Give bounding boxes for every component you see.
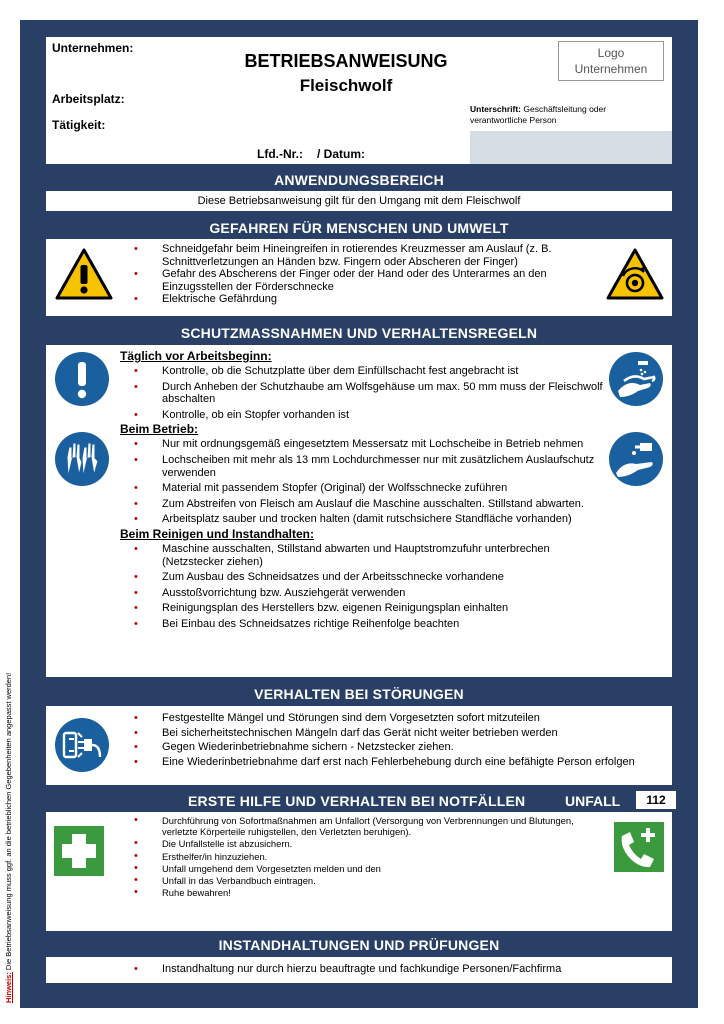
protection-text <box>120 349 604 631</box>
operating-instruction-frame <box>20 20 698 1008</box>
scope-panel <box>46 191 672 211</box>
signature-text: Geschäftsleitung oder verantwortliche Person <box>470 104 607 125</box>
logo-line-2: Unternehmen <box>574 62 648 76</box>
scope-text: Diese Betriebsanweisung gilt für den Umgang mit dem Fleischwolf <box>197 195 521 207</box>
malfunction-panel <box>46 706 672 785</box>
malfunction-heading: VERHALTEN BEI STÖRUNGEN <box>254 686 464 702</box>
first-aid-list <box>120 815 590 898</box>
hazards-list <box>120 243 598 306</box>
company-label: Unternehmen: <box>52 41 134 55</box>
operation-item: • Nur mit ordnungsgemäß eingesetztem Messersatz mit Lochscheibe in Betrieb nehmen <box>120 438 604 451</box>
cleaning-item: • Maschine ausschalten, Stillstand abwarten und Hauptstromzufuhr unterbrechen (Netzstecker ziehen) <box>120 543 604 568</box>
maintenance-heading: INSTANDHALTUNGEN UND PRÜFUNGEN <box>218 937 500 953</box>
first-aid-heading: ERSTE HILFE UND VERHALTEN BEI NOTFÄLLEN <box>188 793 526 809</box>
protective-gloves-icon <box>54 431 110 487</box>
daily-check-item: • Kontrolle, ob ein Stopfer vorhanden ist <box>120 409 604 422</box>
first-aid-item: • Durchführung von Sofortmaßnahmen am Unfallort (Versorgung von Verbrennungen und Blutungen, verletzte Körperteile ruhigstellen, den Verletzten beruhigen). <box>120 815 590 837</box>
operation-item: • Arbeitsplatz sauber und trocken halten (damit rutschsichere Standfläche vorhanden) <box>120 513 604 526</box>
first-aid-list-wrap <box>120 815 590 898</box>
maintenance-list <box>120 963 660 976</box>
first-aid-icon <box>54 826 104 876</box>
number-label: Lfd.-Nr.: <box>257 147 303 161</box>
first-aid-item: • Die Unfallstelle ist abzusichern. <box>120 838 590 849</box>
cleaning-heading: Beim Reinigen und Instandhalten: <box>120 526 315 541</box>
activity-label: Tätigkeit: <box>52 118 106 132</box>
general-warning-icon <box>55 248 113 300</box>
document-title: BETRIEBSANWEISUNG <box>244 51 448 71</box>
operation-item: • Zum Abstreifen von Fleisch am Auslauf die Maschine ausschalten. Stillstand abwarten. <box>120 498 604 511</box>
unplug-before-work-icon <box>54 717 110 773</box>
signature-label: Unterschrift: <box>470 104 522 114</box>
mandatory-action-icon <box>54 351 110 407</box>
daily-check-heading: Täglich vor Arbeitsbeginn: <box>120 349 272 363</box>
hazard-item: • Schneidgefahr beim Hineingreifen in rotierendes Kreuzmesser am Auslauf (z. B. Schnittverletzungen an Händen bzw. Fingern oder Abscheren der Finger) <box>120 243 598 268</box>
malfunction-list <box>120 712 640 768</box>
cleaning-item: • Ausstoßvorrichtung bzw. Ausziehgerät verwenden <box>120 587 604 600</box>
protection-panel <box>46 345 672 677</box>
malfunction-item: • Bei sicherheitstechnischen Mängeln darf das Gerät nicht weiter betrieben werden <box>120 727 640 740</box>
date-label: / Datum: <box>317 147 365 161</box>
emergency-phone-icon <box>614 822 664 872</box>
logo-line-1: Logo <box>597 46 625 60</box>
first-aid-item: • Ruhe bewahren! <box>120 887 590 898</box>
side-note-text: Die Betriebsanweisung muss ggf. an die betrieblichen Gegebenheiten angepasst werden! <box>4 672 13 971</box>
first-aid-item: • Unfall umgehend dem Vorgesetzten melden und den <box>120 863 590 874</box>
malfunction-item: • Gegen Wiederinbetriebnahme sichern - Netzstecker ziehen. <box>120 741 640 754</box>
daily-check-list <box>120 365 604 421</box>
rotating-parts-warning-icon <box>606 248 664 300</box>
malfunction-list-wrap <box>120 712 640 768</box>
malfunction-item: • Festgestellte Mängel und Störungen sind dem Vorgesetzten sofort mitzuteilen <box>120 712 640 725</box>
side-note-label: Hinweis: <box>4 972 13 1003</box>
operation-list <box>120 438 604 526</box>
daily-check-item: • Durch Anheben der Schutzhaube am Wolfsgehäuse um max. 50 mm muss der Fleischwolf abschalten <box>120 381 604 406</box>
cleaning-item: • Reinigungsplan des Herstellers bzw. eigenen Reinigungsplan einhalten <box>120 602 604 615</box>
first-aid-item: • Unfall in das Verbandbuch eintragen. <box>120 875 590 886</box>
daily-check-item: • Kontrolle, ob die Schutzplatte über dem Einfüllschacht fest angebracht ist <box>120 365 604 378</box>
maintenance-list-wrap <box>120 963 660 976</box>
first-aid-item: • Ersthelfer/in hinzuziehen. <box>120 851 590 862</box>
signature-field <box>470 131 672 164</box>
hand-protection-cream-icon <box>608 431 664 487</box>
signature-caption <box>470 104 630 126</box>
maintenance-item: • Instandhaltung nur durch hierzu beauftragte und fachkundige Personen/Fachfirma <box>120 963 660 976</box>
header-panel <box>46 37 672 164</box>
cleaning-item: • Zum Ausbau des Schneidsatzes und der Arbeitsschnecke vorhandene <box>120 571 604 584</box>
maintenance-panel <box>46 957 672 983</box>
protection-heading: SCHUTZMASSNAHMEN UND VERHALTENSREGELN <box>180 325 538 341</box>
operation-item: • Lochscheiben mit mehr als 13 mm Lochdurchmesser nur mit zusätzlichem Auslaufschutz verwenden <box>120 454 604 479</box>
accident-label: UNFALL <box>565 793 621 809</box>
operation-item: • Material mit passendem Stopfer (Original) der Wolfsschnecke zuführen <box>120 482 604 495</box>
workplace-label: Arbeitsplatz: <box>52 92 125 106</box>
hazards-panel <box>46 239 672 316</box>
cleaning-item: • Bei Einbau des Schneidsatzes richtige Reihenfolge beachten <box>120 618 604 631</box>
hazard-item: • Elektrische Gefährdung <box>120 293 598 306</box>
emergency-number-badge: 112 <box>636 791 676 809</box>
hazards-heading: GEFAHREN FÜR MENSCHEN UND UMWELT <box>209 220 509 236</box>
malfunction-item: • Eine Wiederinbetriebnahme darf erst nach Fehlerbehebung durch eine befähigte Person erfolgen <box>120 756 640 769</box>
scope-heading: ANWENDUNGSBEREICH <box>274 172 444 188</box>
document-subtitle: Fleischwolf <box>299 76 393 95</box>
side-note <box>3 583 15 1003</box>
hazard-item: • Gefahr des Abscherens der Finger oder der Hand oder des Unterarmes an den Einzugsstellen der Förderschnecke <box>120 268 598 293</box>
hazards-list-wrap <box>120 243 598 306</box>
operation-heading: Beim Betrieb: <box>120 422 199 437</box>
cleaning-list <box>120 543 604 631</box>
first-aid-panel <box>46 812 672 931</box>
wash-hands-icon <box>608 351 664 407</box>
company-logo-placeholder <box>558 41 664 81</box>
